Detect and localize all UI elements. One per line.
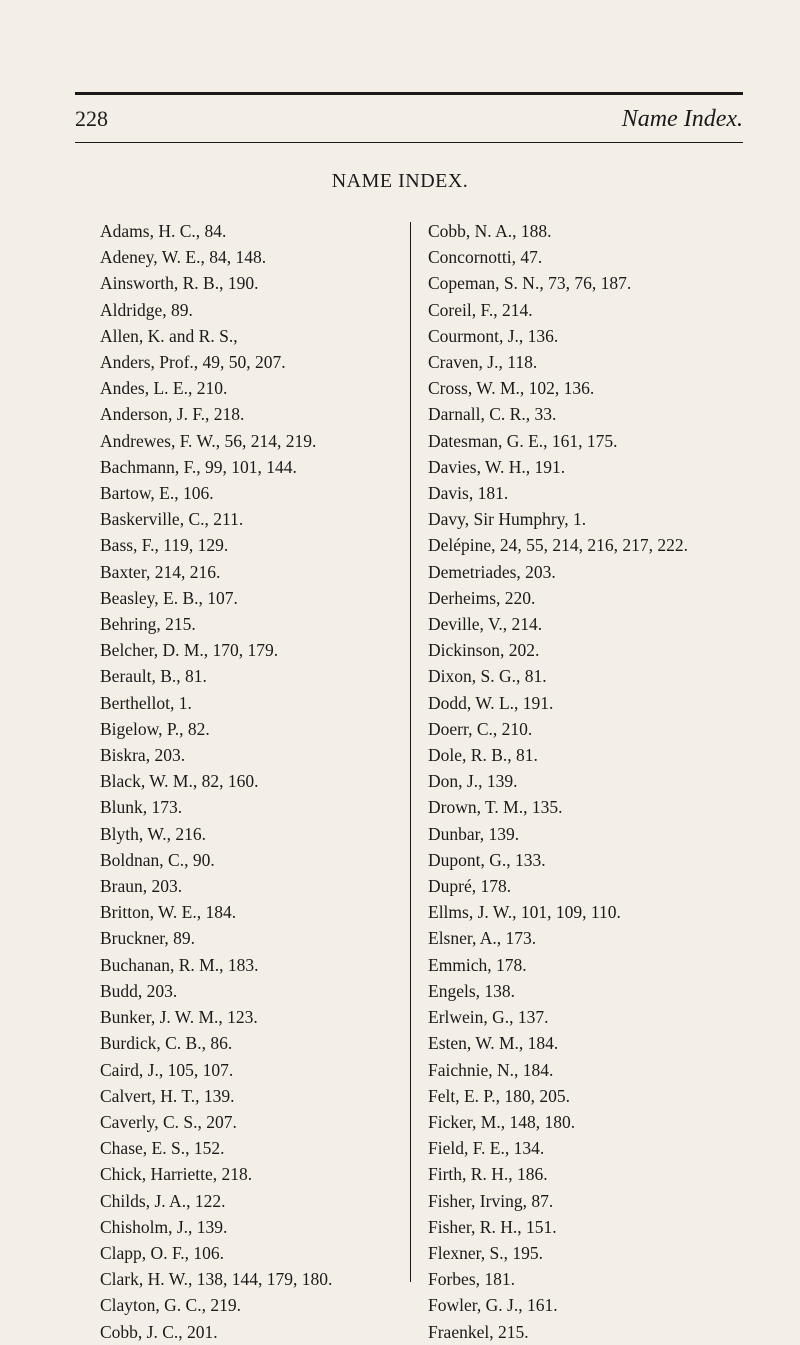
index-entry: Delépine, 24, 55, 214, 216, 217, 222. — [428, 535, 689, 556]
index-entry: Bruckner, 89. — [100, 928, 196, 949]
index-entry: Bunker, J. W. M., 123. — [100, 1007, 258, 1028]
index-entry: Baskerville, C., 211. — [100, 509, 244, 530]
index-entry: Drown, T. M., 135. — [428, 797, 563, 818]
index-entry: Elsner, A., 173. — [428, 928, 537, 949]
index-entry: Black, W. M., 82, 160. — [100, 771, 259, 792]
index-title: NAME INDEX. — [331, 170, 469, 192]
index-entry: Courmont, J., 136. — [428, 325, 559, 346]
index-entry: Esten, W. M., 184. — [428, 1033, 559, 1054]
index-entry: Boldnan, C., 90. — [100, 849, 215, 870]
index-entry: Fisher, Irving, 87. — [428, 1190, 554, 1211]
index-entry: Caird, J., 105, 107. — [100, 1059, 234, 1080]
index-entry: Davies, W. H., 191. — [428, 456, 566, 477]
index-entry: Field, F. E., 134. — [428, 1138, 545, 1159]
index-entry: Davis, 181. — [428, 483, 509, 504]
index-entry: Calvert, H. T., 139. — [100, 1085, 235, 1106]
index-entry: Fowler, G. J., 161. — [428, 1295, 558, 1316]
page-number: 228 — [75, 106, 108, 131]
index-entry: Caverly, C. S., 207. — [100, 1111, 237, 1132]
index-entry: Clapp, O. F., 106. — [100, 1242, 225, 1263]
index-entry: Dunbar, 139. — [428, 823, 520, 844]
index-entry: Dole, R. B., 81. — [428, 745, 538, 766]
index-entry: Ellms, J. W., 101, 109, 110. — [428, 902, 621, 923]
index-entry: Ainsworth, R. B., 190. — [100, 273, 259, 294]
index-entry: Bartow, E., 106. — [100, 483, 214, 504]
index-entry: Britton, W. E., 184. — [100, 902, 237, 923]
index-entry: Anderson, J. F., 218. — [100, 404, 245, 425]
index-entry: Allen, K. and R. S., — [100, 325, 238, 346]
index-entry: Dixon, S. G., 81. — [428, 666, 547, 687]
header-rule-top — [75, 92, 743, 95]
index-entry: Bass, F., 119, 129. — [100, 535, 229, 556]
index-entry: Childs, J. A., 122. — [100, 1190, 226, 1211]
index-entry: Adams, H. C., 84. — [100, 221, 227, 241]
index-entry: Baxter, 214, 216. — [100, 561, 221, 582]
index-entry: Erlwein, G., 137. — [428, 1007, 549, 1028]
index-entry: Firth, R. H., 186. — [428, 1164, 548, 1185]
index-entry: Belcher, D. M., 170, 179. — [100, 640, 279, 661]
index-entry: Dickinson, 202. — [428, 640, 540, 661]
index-entry: Forbes, 181. — [428, 1269, 516, 1290]
index-entry: Derheims, 220. — [428, 587, 536, 608]
index-entry: Concornotti, 47. — [428, 247, 543, 268]
index-entry: Berthellot, 1. — [100, 692, 192, 713]
index-entry: Engels, 138. — [428, 980, 516, 1001]
index-entry: Burdick, C. B., 86. — [100, 1033, 233, 1054]
index-entry: Dupré, 178. — [428, 876, 512, 897]
index-entry: Andrewes, F. W., 56, 214, 219. — [100, 430, 317, 451]
column-divider — [410, 222, 411, 1282]
index-entry: Dupont, G., 133. — [428, 849, 546, 870]
index-entry: Felt, E. P., 180, 205. — [428, 1085, 570, 1106]
index-entry: Chick, Harriette, 218. — [100, 1164, 253, 1185]
index-entry: Blunk, 173. — [100, 797, 183, 818]
index-entry: Doerr, C., 210. — [428, 718, 533, 739]
index-entry: Emmich, 178. — [428, 954, 527, 975]
running-head — [75, 104, 743, 134]
index-entry: Don, J., 139. — [428, 771, 518, 792]
index-column-left — [100, 218, 400, 1345]
index-entry: Deville, V., 214. — [428, 614, 543, 635]
index-entry: Datesman, G. E., 161, 175. — [428, 430, 618, 451]
index-entry: Adeney, W. E., 84, 148. — [100, 247, 267, 268]
index-entry: Fisher, R. H., 151. — [428, 1216, 557, 1237]
index-entry: Demetriades, 203. — [428, 561, 556, 582]
index-entry: Ficker, M., 148, 180. — [428, 1111, 576, 1132]
index-entry: Braun, 203. — [100, 876, 183, 897]
header-rule-bottom — [75, 142, 743, 143]
index-entry: Cobb, N. A., 188. — [428, 221, 552, 241]
index-entry: Blyth, W., 216. — [100, 823, 206, 844]
index-entry: Bigelow, P., 82. — [100, 718, 210, 739]
index-entry: Chase, E. S., 152. — [100, 1138, 225, 1159]
index-entry: Beasley, E. B., 107. — [100, 587, 238, 608]
index-entry: Copeman, S. N., 73, 76, 187. — [428, 273, 632, 294]
index-entry: Bachmann, F., 99, 101, 144. — [100, 456, 297, 477]
index-entry: Budd, 203. — [100, 980, 178, 1001]
index-entry: Dodd, W. L., 191. — [428, 692, 554, 713]
running-title: Name Index. — [621, 106, 743, 132]
index-entry: Berault, B., 81. — [100, 666, 207, 687]
index-entry: Darnall, C. R., 33. — [428, 404, 557, 425]
index-entry: Flexner, S., 195. — [428, 1242, 543, 1263]
index-entry: Davy, Sir Humphry, 1. — [428, 509, 587, 530]
index-entry: Cobb, J. C., 201. — [100, 1321, 218, 1342]
index-entry: Coreil, F., 214. — [428, 299, 533, 320]
index-column-right — [428, 218, 748, 1345]
index-entry: Craven, J., 118. — [428, 352, 538, 373]
index-entry: Faichnie, N., 184. — [428, 1059, 554, 1080]
index-entry: Chisholm, J., 139. — [100, 1216, 228, 1237]
index-entry: Cross, W. M., 102, 136. — [428, 378, 595, 399]
index-entry: Buchanan, R. M., 183. — [100, 954, 259, 975]
index-entry: Biskra, 203. — [100, 745, 186, 766]
index-entry: Clark, H. W., 138, 144, 179, 180. — [100, 1269, 333, 1290]
index-entry: Behring, 215. — [100, 614, 196, 635]
index-entry: Fraenkel, 215. — [428, 1321, 529, 1342]
index-entry: Aldridge, 89. — [100, 299, 193, 320]
index-entry: Anders, Prof., 49, 50, 207. — [100, 352, 286, 373]
index-entry: Andes, L. E., 210. — [100, 378, 228, 399]
index-entry: Clayton, G. C., 219. — [100, 1295, 241, 1316]
